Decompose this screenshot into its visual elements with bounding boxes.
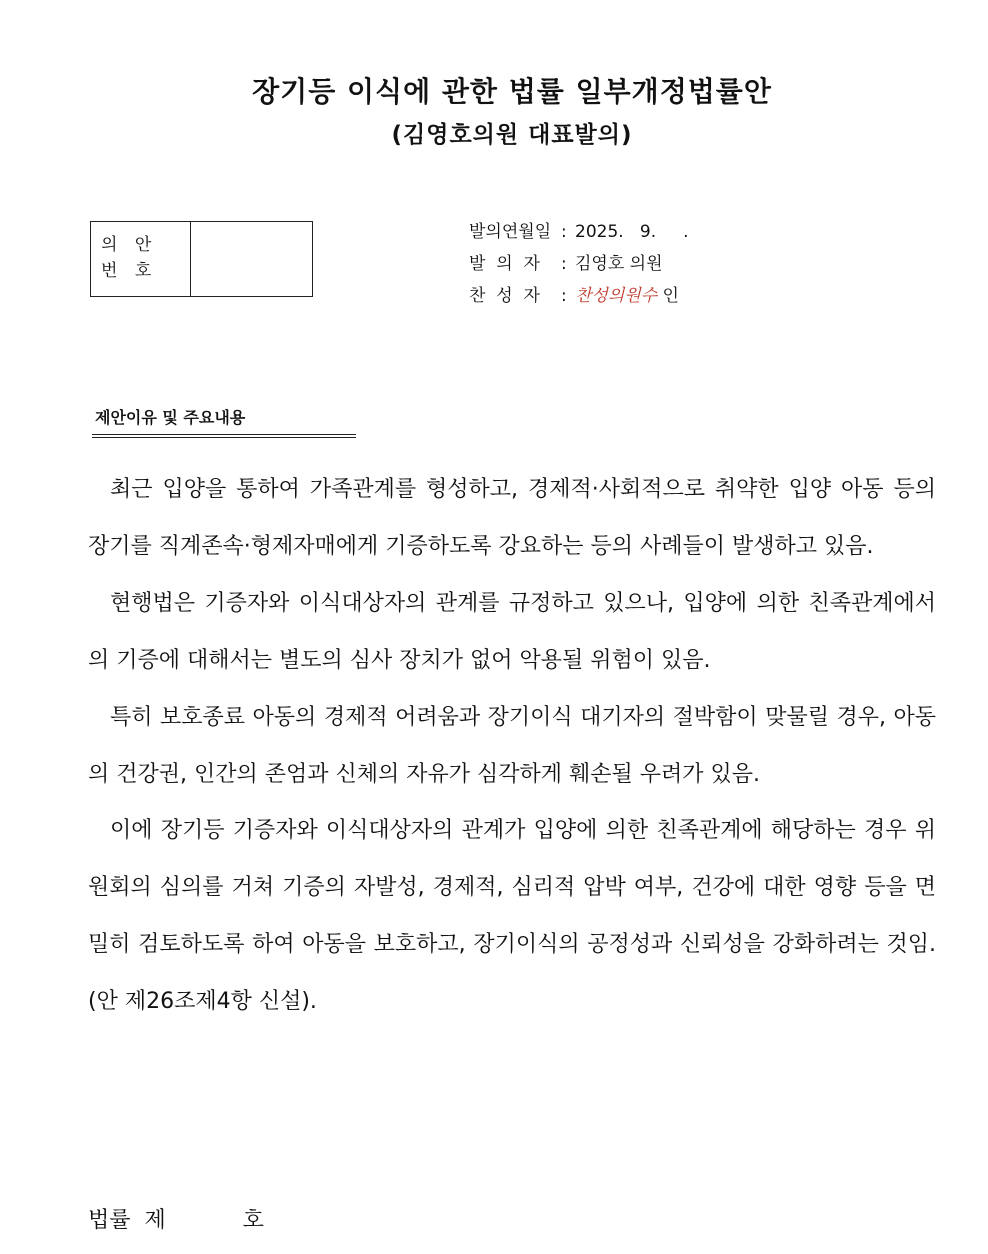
bill-number-box xyxy=(90,221,313,297)
meta-date-label: 발의연월일 xyxy=(469,222,552,242)
bill-number-value xyxy=(191,222,312,296)
paragraph-1: 최근 입양을 통하여 가족관계를 형성하고, 경제적·사회적으로 취약한 입양 아동 등의 장기를 직계존속·형제자매에게 기증하도록 강요하는 등의 사례들이 발생하고 있음. xyxy=(88,477,936,559)
meta-proposer-row xyxy=(469,250,689,282)
meta-separator: : xyxy=(561,286,567,306)
meta-supporters-label: 찬 성 자 xyxy=(469,286,540,306)
section-heading: 제안이유 및 주요내용 xyxy=(95,408,246,427)
paragraph-3: 특히 보호종료 아동의 경제적 어려움과 장기이식 대기자의 절박함이 맞물릴 경우, 아동의 건강권, 인간의 존엄과 신체의 자유가 심각하게 훼손될 우려가 있음. xyxy=(88,704,936,787)
paragraph-4: 이에 장기등 기증자와 이식대상자의 관계가 입양에 의한 친족관계에 해당하는 경우 위원회의 심의를 거쳐 기증의 자발성, 경제적, 심리적 압박 여부, 건강에 대한 영향 등을 면밀히 검토하도록 하여 아동을 보호하고, 장기이식의 공정성과 신뢰성을 강화하려는 것임.(안 제26조제4항 신설). xyxy=(88,818,936,1015)
document-subtitle: (김영호의원 대표발의) xyxy=(391,122,633,148)
meta-proposer-label: 발 의 자 xyxy=(469,254,540,274)
document-title: 장기등 이식에 관한 법률 일부개정법률안 xyxy=(252,75,772,108)
bill-meta xyxy=(469,218,689,314)
proposal-body xyxy=(88,462,936,1031)
paragraph-2: 현행법은 기증자와 이식대상자의 관계를 규정하고 있으나, 입양에 의한 친족관계에서의 기증에 대해서는 별도의 심사 장치가 없어 악용될 위험이 있음. xyxy=(88,590,936,673)
meta-date-row xyxy=(469,218,689,250)
meta-separator: : xyxy=(561,222,567,242)
meta-supporters-suffix: 인 xyxy=(657,286,679,306)
meta-separator: : xyxy=(561,254,567,274)
bill-number-label-line2: 번 호 xyxy=(101,261,158,281)
section-heading-underline xyxy=(92,434,356,438)
meta-date-value: 2025. 9. . xyxy=(575,222,689,242)
law-number-line: 법률 제 호 xyxy=(88,1208,264,1233)
meta-supporters-row xyxy=(469,282,689,314)
meta-proposer-value: 김영호 의원 xyxy=(575,254,663,274)
bill-number-label-line1: 의 안 xyxy=(101,235,158,255)
bill-number-label xyxy=(91,222,191,296)
meta-supporters-placeholder: 찬성의원수 xyxy=(575,286,658,306)
